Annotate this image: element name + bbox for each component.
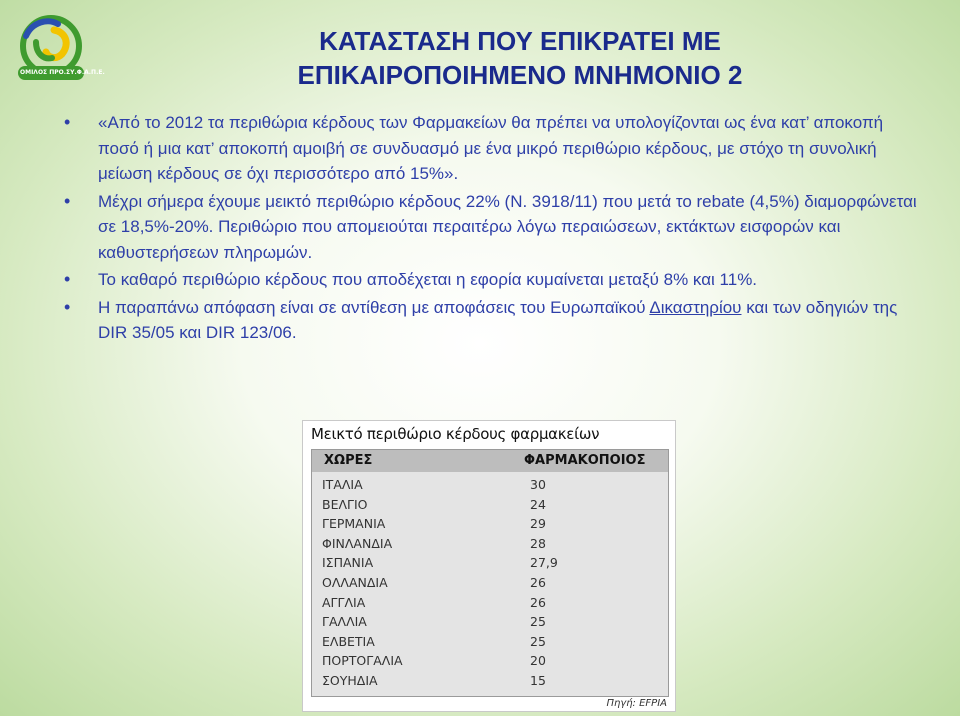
table-cell-country: ΕΛΒΕΤΙΑ — [322, 633, 375, 649]
margin-table — [311, 449, 669, 697]
bullet-item — [62, 189, 922, 266]
logo — [14, 14, 105, 84]
table-cell-country: ΟΛΛΑΝΔΙΑ — [322, 575, 388, 590]
table-cell-margin: 28 — [530, 535, 546, 551]
table-row — [312, 594, 668, 612]
bullet-item — [62, 267, 922, 293]
table-cell-margin: 30 — [530, 477, 546, 492]
table-header-row — [312, 450, 668, 472]
bullet-text: «Από το 2012 τα περιθώρια κέρδους των Φαρμακείων θα πρέπει να υπολογίζονται ως ένα κατ’ αποκοπή ποσό ή μια κατ’ αποκοπή αμοιβή σε συνδυασμό με ένα μικρό περιθώριο κέρδους, με στόχο τη συνολική μείωση κέρδους σε όχι περισσότερο από 15%». — [98, 113, 884, 183]
table-row — [312, 672, 668, 690]
table-cell-country: ΣΟΥΗΔΙΑ — [322, 673, 378, 688]
table-header-country: ΧΩΡΕΣ — [324, 453, 373, 468]
logo-text: ΟΜΙΛΟΣ ΠΡΟ.ΣΥ.Φ.Α.Π.Ε. — [20, 69, 105, 76]
table-row — [312, 496, 668, 514]
table-cell-margin: 27,9 — [530, 555, 558, 571]
table-cell-margin: 26 — [530, 594, 546, 610]
table-cell-country: ΒΕΛΓΙΟ — [322, 496, 368, 512]
table-source: Πηγή: ΕFPIA — [606, 698, 667, 709]
table-cell-country: ΓΑΛΛΙΑ — [322, 614, 367, 630]
table-cell-margin: 15 — [530, 673, 546, 688]
bullet-dot-icon: • — [64, 296, 71, 317]
table-cell-country: ΑΓΓΛΙΑ — [322, 594, 366, 610]
title-line-2: ΕΠΙΚΑΙΡΟΠΟΙΗΜΕΝΟ ΜΝΗΜΟΝΙΟ 2 — [297, 60, 743, 90]
table-row — [312, 652, 668, 670]
table-header-pharmacist: ΦΑΡΜΑΚΟΠΟΙΟΣ — [524, 453, 646, 468]
table-row — [312, 574, 668, 592]
bullet-dot-icon: • — [64, 112, 71, 132]
bullet-item — [62, 110, 922, 187]
table-cell-margin: 29 — [530, 516, 546, 532]
table-row — [312, 613, 668, 631]
table-cell-country: ΙΣΠΑΝΙΑ — [322, 555, 374, 571]
title-line-1: ΚΑΤΑΣΤΑΣΗ ΠΟΥ ΕΠΙΚΡΑΤΕΙ ΜΕ — [319, 26, 721, 56]
table-cell-margin: 25 — [530, 614, 546, 630]
bullet-dot-icon: • — [64, 269, 71, 289]
table-cell-margin: 26 — [530, 575, 546, 590]
margin-table-figure — [302, 420, 676, 712]
bullet-text: Μέχρι σήμερα έχουμε μεικτό περιθώριο κέρδους 22% (Ν. 3918/11) που μετά το rebate (4,5%) διαμορφώνεται σε 18,5%-20%. Περιθώριο που απομειούται περαιτέρω λόγω περαιώσεων, εκτάκτων εισφορών και καθυστερήσεων πληρωμών. — [98, 191, 917, 262]
table-cell-country: ΙΤΑΛΙΑ — [322, 477, 363, 492]
table-row — [312, 554, 668, 572]
table-cell-country: ΓΕΡΜΑΝΙΑ — [322, 516, 386, 532]
table-cell-margin: 20 — [530, 653, 546, 669]
table-cell-margin: 25 — [530, 633, 546, 649]
table-cell-country: ΠΟΡΤΟΓΑΛΙΑ — [322, 653, 403, 669]
bullet-dot-icon: • — [64, 190, 71, 211]
table-row — [312, 633, 668, 651]
table-title: Μεικτό περιθώριο κέρδους φαρμακείων — [311, 425, 600, 443]
bullet-text-after: και των οδηγιών της DIR 35/05 και DIR 123/06. — [98, 297, 898, 342]
slide-title — [170, 24, 870, 92]
bullet-item — [62, 295, 922, 346]
table-cell-margin: 24 — [530, 496, 546, 512]
table-row — [312, 535, 668, 553]
bullet-text: Το καθαρό περιθώριο κέρδους που αποδέχεται η εφορία κυμαίνεται μεταξύ 8% και 11%. — [98, 270, 758, 289]
table-cell-country: ΦΙΝΛΑΝΔΙΑ — [322, 535, 393, 551]
bullet-text-underlined: Δικαστηρίου — [649, 297, 742, 317]
table-row — [312, 476, 668, 494]
table-row — [312, 515, 668, 533]
bullet-list — [62, 110, 922, 348]
bullet-text-before: Η παραπάνω απόφαση είναι σε αντίθεση με αποφάσεις του Ευρωπαϊκού — [98, 297, 650, 317]
